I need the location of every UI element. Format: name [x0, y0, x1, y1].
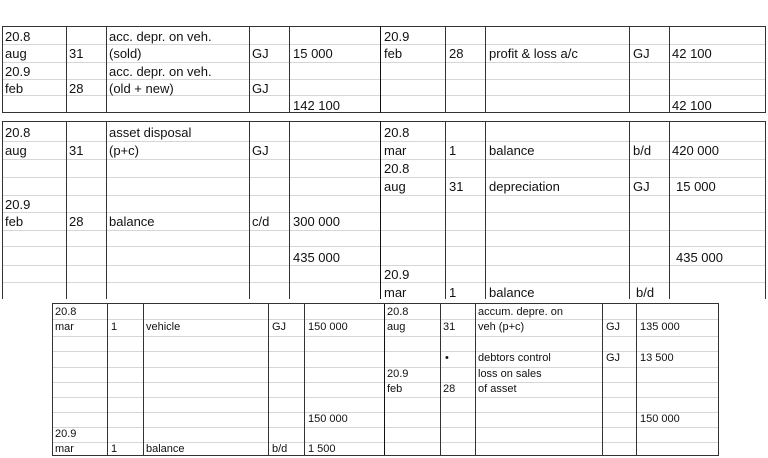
column-divider	[440, 304, 441, 455]
center-divider	[380, 26, 381, 113]
ledger-rule	[2, 195, 766, 196]
column-divider	[106, 121, 107, 299]
total-amount: 150 000	[640, 413, 680, 425]
entry-folio: GJ	[252, 81, 269, 96]
total-amount: 142 100	[293, 98, 340, 113]
entry-folio: GJ	[252, 143, 269, 158]
column-divider	[475, 304, 476, 455]
entry-description: (p+c)	[109, 143, 139, 158]
entry-day: 1	[449, 143, 457, 158]
entry-date: 20.8	[384, 125, 410, 140]
entry-day: 1	[111, 443, 118, 455]
ledger-rule	[53, 382, 718, 383]
entry-date: feb	[384, 46, 403, 61]
entry-date: 20.8	[387, 306, 409, 318]
ledger-rule	[2, 44, 766, 45]
entry-date: 20.8	[5, 29, 31, 44]
entry-description: loss on sales	[478, 368, 542, 380]
entry-day: 1	[449, 285, 457, 300]
entry-amount: 1 500	[308, 443, 336, 455]
column-divider	[445, 26, 446, 113]
entry-date: aug	[387, 321, 406, 333]
ledger-border	[765, 121, 766, 299]
entry-date: mar	[384, 143, 407, 158]
ledger-rule	[53, 412, 718, 413]
entry-date: feb	[5, 214, 24, 229]
ledger-rule	[53, 367, 718, 368]
entry-date: aug	[5, 46, 27, 61]
entry-description: acc. depr. on veh.	[109, 64, 212, 79]
entry-date: 20.9	[5, 197, 31, 212]
entry-folio: b/d	[636, 285, 655, 300]
entry-description: of asset	[478, 383, 517, 395]
entry-date: 20.9	[384, 29, 410, 44]
ledger-rule	[2, 282, 766, 283]
column-divider	[629, 121, 630, 299]
entry-description: balance	[489, 285, 535, 300]
ledger-rule	[2, 212, 766, 213]
entry-folio: GJ	[252, 46, 269, 61]
center-divider	[384, 304, 385, 455]
entry-folio: GJ	[633, 46, 650, 61]
entry-description: balance	[489, 143, 535, 158]
entry-description: asset disposal	[109, 125, 192, 140]
entry-amount: 15 000	[676, 179, 716, 194]
ledger-border	[2, 121, 766, 122]
column-divider	[249, 121, 250, 299]
entry-day: 31	[443, 321, 456, 333]
entry-day: 31	[449, 179, 464, 194]
total-amount: 150 000	[308, 413, 348, 425]
column-divider	[602, 304, 603, 455]
column-divider	[143, 304, 144, 455]
entry-folio: GJ	[633, 179, 650, 194]
ledger-rule	[2, 265, 766, 266]
ledger-border	[2, 26, 766, 27]
entry-amount: 150 000	[308, 321, 348, 333]
entry-date: 20.9	[5, 64, 31, 79]
entry-description: profit & loss a/c	[489, 46, 578, 61]
ledger-rule	[2, 246, 766, 247]
column-divider	[485, 121, 486, 299]
ledger-rule	[2, 177, 766, 178]
entry-day: 28	[69, 214, 84, 229]
ledger-border	[2, 112, 766, 113]
column-divider	[107, 304, 108, 455]
column-divider	[636, 304, 637, 455]
entry-day: 1	[111, 321, 118, 333]
ledger-rule	[53, 397, 718, 398]
column-divider	[66, 26, 67, 113]
entry-description: (old + new)	[109, 81, 174, 96]
column-divider	[289, 121, 290, 299]
entry-date: aug	[5, 143, 27, 158]
ledger-rule	[2, 62, 766, 63]
entry-date: feb	[387, 383, 403, 395]
entry-day: 28	[443, 383, 456, 395]
entry-description: depreciation	[489, 179, 560, 194]
ledger-border	[2, 121, 3, 299]
total-amount: 435 000	[676, 250, 723, 265]
column-divider	[106, 26, 107, 113]
entry-description: veh (p+c)	[478, 321, 525, 333]
ledger-rule	[2, 141, 766, 142]
entry-description: balance	[109, 214, 155, 229]
entry-description: balance	[146, 443, 185, 455]
ledger-border	[2, 26, 3, 113]
entry-folio: b/d	[272, 443, 288, 455]
entry-date: 20.8	[5, 125, 31, 140]
column-divider	[249, 26, 250, 113]
column-divider	[289, 26, 290, 113]
ledger-border	[765, 26, 766, 113]
column-divider	[445, 121, 446, 299]
ledger-rule	[53, 427, 718, 428]
entry-amount: 15 000	[293, 46, 333, 61]
entry-description: vehicle	[146, 321, 181, 333]
ledger-rule	[2, 159, 766, 160]
ledger-rule	[53, 319, 718, 320]
entry-amount: 13 500	[640, 352, 674, 364]
entry-day: 28	[449, 46, 464, 61]
entry-date: 20.9	[387, 368, 409, 380]
entry-amount: 135 000	[640, 321, 680, 333]
entry-folio: GJ	[606, 321, 621, 333]
column-divider	[669, 121, 670, 299]
entry-date: 20.8	[55, 306, 77, 318]
entry-folio: GJ	[606, 352, 621, 364]
bullet-marker: •	[445, 352, 449, 364]
entry-date: aug	[384, 179, 406, 194]
ledger-rule	[2, 230, 766, 231]
column-divider	[304, 304, 305, 455]
column-divider	[485, 26, 486, 113]
entry-folio: c/d	[252, 214, 270, 229]
entry-folio: GJ	[272, 321, 287, 333]
entry-date: 20.9	[384, 267, 410, 282]
entry-date: feb	[5, 81, 24, 96]
entry-day: 31	[69, 143, 84, 158]
entry-folio: b/d	[633, 143, 652, 158]
column-divider	[629, 26, 630, 113]
entry-date: mar	[55, 321, 74, 333]
ledger-rule	[2, 79, 766, 80]
ledger-bottom	[52, 303, 719, 456]
entry-description: acc. depr. on veh.	[109, 29, 212, 44]
ledger-rule	[53, 336, 718, 337]
center-divider	[380, 121, 381, 299]
total-amount: 435 000	[293, 250, 340, 265]
entry-description: accum. depre. on	[478, 306, 563, 318]
entry-day: 28	[69, 81, 84, 96]
entry-description: debtors control	[478, 352, 551, 364]
column-divider	[66, 121, 67, 299]
column-divider	[268, 304, 269, 455]
entry-date: mar	[55, 443, 74, 455]
entry-date: 20.8	[384, 161, 410, 176]
entry-amount: 300 000	[293, 214, 340, 229]
column-divider	[669, 26, 670, 113]
total-amount: 42 100	[672, 98, 712, 113]
entry-description: (sold)	[109, 46, 142, 61]
entry-amount: 420 000	[672, 143, 719, 158]
entry-date: mar	[384, 285, 407, 300]
entry-date: 20.9	[55, 428, 77, 440]
entry-amount: 42 100	[672, 46, 712, 61]
entry-day: 31	[69, 46, 84, 61]
